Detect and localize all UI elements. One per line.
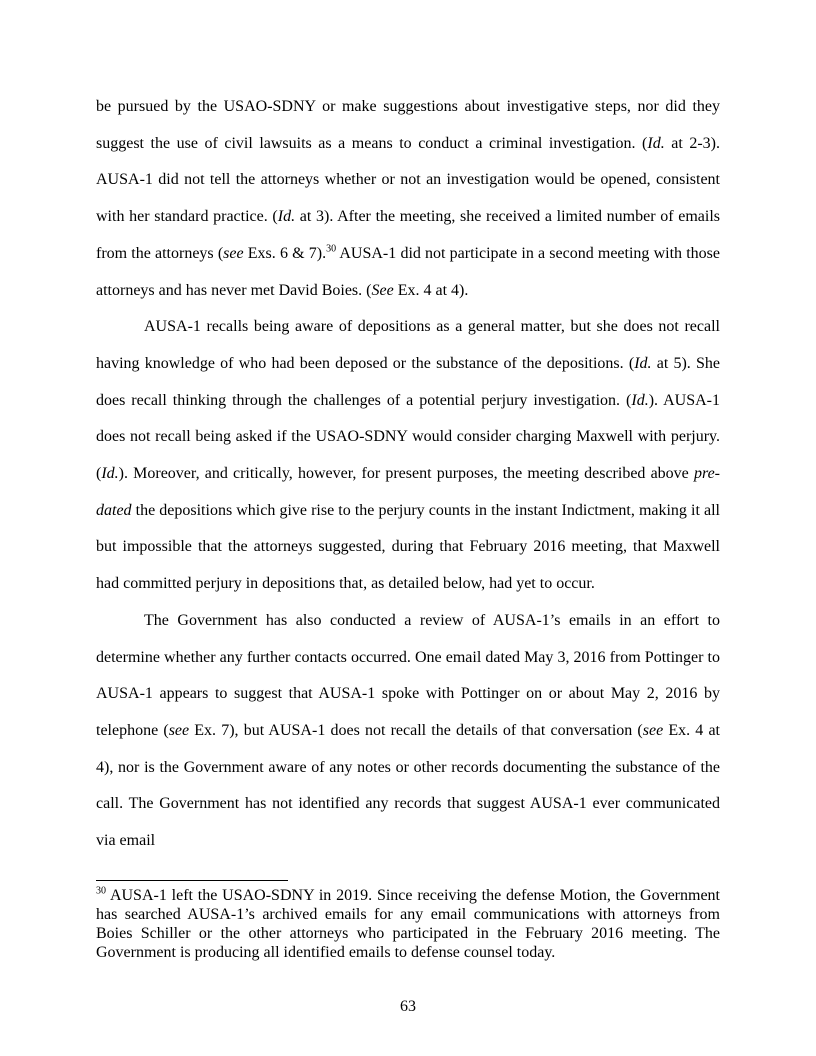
page-number: 63 <box>400 998 416 1015</box>
footnote-divider <box>96 880 288 881</box>
footnote-reference: 30 <box>326 243 337 255</box>
paragraph-2: AUSA-1 recalls being aware of depositions as a general matter, but she does not recall having knowledge of who had been deposed or the substance of the depositions. (Id. at 5). She does recall thinking through the challenges of a potential perjury investigation. (Id.). AUSA-1 does not recall being asked if the USAO-SDNY would consider charging Maxwell with perjury. (Id.). Moreover, and critically, however, for present purposes, the meeting described above pre-dated the depositions which give rise to the perjury counts in the instant Indictment, making it all but impossible that the attorneys suggested, during that February 2016 meeting, that Maxwell had committed perjury in depositions that, as detailed below, had yet to occur. <box>96 318 720 593</box>
footnote <box>96 886 720 962</box>
footnote-text: AUSA-1 left the USAO-SDNY in 2019. Since receiving the defense Motion, the Government has searched AUSA-1’s archived emails for any email communications with attorneys from Boies Schiller or the other attorneys who participated in the February 2016 meeting. The Government is producing all identified emails to defense counsel today. <box>96 887 720 961</box>
footnote-number: 30 <box>96 885 106 897</box>
paragraph-1: be pursued by the USAO-SDNY or make suggestions about investigative steps, nor did they suggest the use of civil lawsuits as a means to conduct a criminal investigation. (Id. at 2-3). AUSA-1 did not tell the attorneys whether or not an investigation would be opened, consistent with her standard practice. (Id. at 3). After the meeting, she received a limited number of emails from the attorneys (see Exs. 6 & 7).$^{30}$ AUSA-1 did not participate in a second meeting with those attorneys and has never met David Boies. (See Ex. 4 at 4). <box>96 98 721 299</box>
paragraph-3: The Government has also conducted a review of AUSA-1’s emails in an effort to determine whether any further contacts occurred. One email dated May 3, 2016 from Pottinger to AUSA-1 appears to suggest that AUSA-1 spoke with Pottinger on or about May 2, 2016 by telephone (see Ex. 7), but AUSA-1 does not recall the details of that conversation (see Ex. 4 at 4), nor is the Government aware of any notes or other records documenting the substance of the call. The Government has not identified any records that suggest AUSA-1 ever communicated via email <box>96 611 721 850</box>
body-text <box>96 89 720 860</box>
